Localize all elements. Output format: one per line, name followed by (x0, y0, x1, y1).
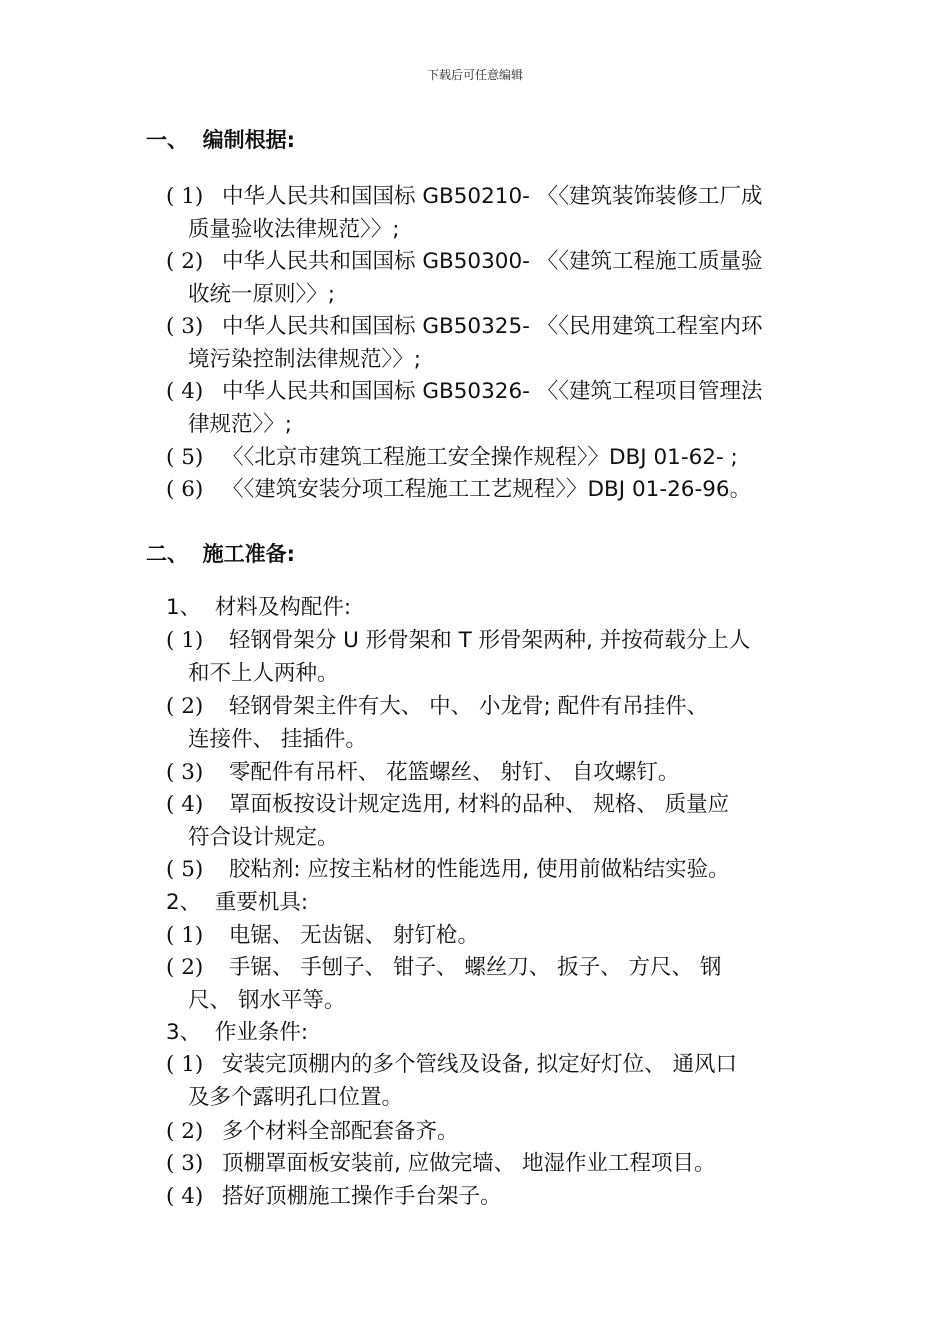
page-header: 下载后可任意编辑 (426, 68, 523, 82)
section-title-basis: 一、 编制根据: (146, 128, 296, 152)
item-number: ( 1) (166, 1052, 204, 1077)
list-item (166, 1048, 806, 1114)
item-text: 〈〈建筑安装分项工程施工工艺规程〉〉DBJ 01-26-96。 (222, 477, 752, 502)
list-item (166, 1147, 806, 1180)
list-item (166, 310, 806, 376)
section-title-preparation: 二、 施工准备: (146, 542, 296, 566)
sub-heading-materials: 1、 材料及构配件: (166, 595, 352, 620)
item-number: ( 5) (166, 445, 204, 470)
item-text-continued: 及多个露明孔口位置。 (188, 1085, 404, 1110)
item-text-continued: 境污染控制法律规范〉〉; (188, 347, 421, 372)
item-number: ( 3) (166, 314, 204, 339)
item-text: 搭好顶棚施工操作手台架子。 (222, 1184, 502, 1209)
item-text: 中华人民共和国国标 GB50326- 〈〈建筑工程项目管理法 (222, 379, 763, 404)
list-item (166, 375, 806, 441)
list-item (166, 624, 806, 690)
item-text: 罩面板按设计规定选用, 材料的品种、 规格、 质量应 (222, 792, 730, 817)
item-number: ( 6) (166, 477, 204, 502)
item-text: 胶粘剂: 应按主粘材的性能选用, 使用前做粘结实验。 (222, 857, 730, 882)
item-text-continued: 和不上人两种。 (188, 661, 339, 686)
item-number: ( 2) (166, 955, 204, 980)
list-item (166, 919, 806, 952)
item-number: ( 2) (166, 1119, 204, 1144)
item-text: 轻钢骨架分 U 形骨架和 T 形骨架两种, 并按荷载分上人 (222, 628, 751, 653)
item-text-continued: 符合设计规定。 (188, 825, 339, 850)
item-text: 零配件有吊杆、 花篮螺丝、 射钉、 自攻螺钉。 (222, 760, 680, 785)
item-number: ( 1) (166, 628, 204, 653)
sub-heading-tools: 2、 重要机具: (166, 890, 309, 915)
item-number: ( 1) (166, 923, 204, 948)
item-number: ( 4) (166, 379, 204, 404)
list-item (166, 245, 806, 311)
item-number: ( 5) (166, 857, 204, 882)
item-text: 轻钢骨架主件有大、 中、 小龙骨; 配件有吊挂件、 (222, 694, 709, 719)
item-text-continued: 收统一原则〉〉; (188, 282, 335, 307)
list-item (166, 1115, 806, 1148)
item-text: 中华人民共和国国标 GB50210- 〈〈建筑装饰装修工厂成 (222, 184, 763, 209)
list-item (166, 951, 806, 1017)
item-text: 顶棚罩面板安装前, 应做完墙、 地湿作业工程项目。 (222, 1151, 716, 1176)
item-text: 手锯、 手刨子、 钳子、 螺丝刀、 扳子、 方尺、 钢 (222, 955, 722, 980)
item-text: 〈〈北京市建筑工程施工安全操作规程〉〉DBJ 01-62- ; (222, 445, 738, 470)
list-item (166, 473, 806, 506)
list-item (166, 690, 806, 756)
list-item (166, 1180, 806, 1213)
item-text: 电锯、 无齿锯、 射钉枪。 (222, 923, 480, 948)
item-text: 中华人民共和国国标 GB50300- 〈〈建筑工程施工质量验 (222, 249, 763, 274)
list-item (166, 180, 806, 246)
item-number: ( 2) (166, 694, 204, 719)
item-text: 安装完顶棚内的多个管线及设备, 拟定好灯位、 通风口 (222, 1052, 738, 1077)
list-item (166, 441, 806, 474)
item-number: ( 2) (166, 249, 204, 274)
item-text-continued: 律规范〉〉; (188, 412, 292, 437)
sub-heading-conditions: 3、 作业条件: (166, 1020, 309, 1045)
list-item (166, 788, 806, 854)
item-text-continued: 质量验收法律规范〉〉; (188, 217, 400, 242)
item-number: ( 4) (166, 1184, 204, 1209)
item-text: 多个材料全部配套备齐。 (222, 1119, 459, 1144)
item-text-continued: 尺、 钢水平等。 (188, 988, 346, 1013)
item-number: ( 1) (166, 184, 204, 209)
list-item (166, 853, 806, 886)
item-number: ( 3) (166, 760, 204, 785)
item-number: ( 4) (166, 792, 204, 817)
item-number: ( 3) (166, 1151, 204, 1176)
list-item (166, 756, 806, 789)
item-text-continued: 连接件、 挂插件。 (188, 727, 367, 752)
item-text: 中华人民共和国国标 GB50325- 〈〈民用建筑工程室内环 (222, 314, 763, 339)
